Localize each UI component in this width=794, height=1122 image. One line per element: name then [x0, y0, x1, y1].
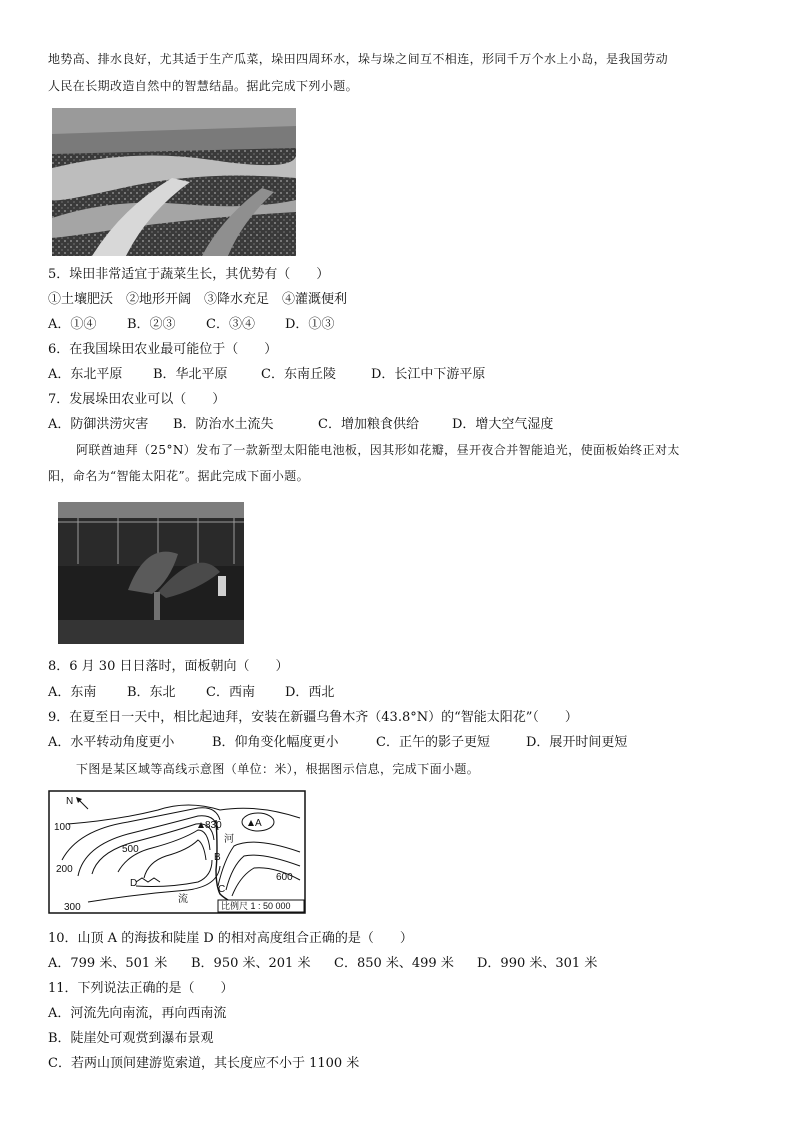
q7-stem: 7．发展垛田农业可以（ ）: [48, 392, 226, 407]
point-c-label: C: [218, 884, 226, 895]
contour-label-500: 500: [122, 844, 139, 855]
point-d-label: D: [130, 878, 138, 889]
point-b-label: B: [214, 852, 221, 863]
q10-option-b[interactable]: B．950 米、201 米: [191, 956, 311, 971]
q8-stem: 8．6 月 30 日日落时，面板朝向（ ）: [48, 659, 289, 674]
q7-option-c[interactable]: C．增加粮食供给: [318, 417, 419, 432]
smart-sunflower-photo: [58, 502, 244, 644]
q7-option-b[interactable]: B．防治水土流失: [173, 417, 274, 432]
river-label-he: 河: [224, 834, 234, 845]
q5-option-c[interactable]: C．③④: [206, 317, 255, 332]
q10-option-d[interactable]: D．990 米、301 米: [477, 956, 598, 971]
contour-label-200: 200: [56, 864, 73, 875]
q8-option-b[interactable]: B．东北: [127, 685, 176, 700]
q11-stem: 11．下列说法正确的是（ ）: [48, 981, 234, 996]
q10-option-a[interactable]: A．799 米、501 米: [48, 956, 168, 971]
passage3-line1: 下图是某区域等高线示意图（单位：米），根据图示信息，完成下面小题。: [76, 762, 480, 776]
river-label-liu: 流: [178, 894, 188, 905]
q8-option-d[interactable]: D．西北: [285, 685, 335, 700]
q7-option-d[interactable]: D．增大空气湿度: [452, 417, 554, 432]
q10-stem: 10．山顶 A 的海拔和陡崖 D 的相对高度组合正确的是（ ）: [48, 931, 413, 946]
peak-elevation-label: 830: [205, 820, 222, 831]
q9-option-d[interactable]: D．展开时间更短: [526, 735, 628, 750]
q9-options: [48, 734, 627, 752]
q6-stem: 6．在我国垛田农业最可能位于（ ）: [48, 342, 278, 357]
scale-label: 比例尺 1 : 50 000: [221, 901, 291, 911]
contour-label-100: 100: [54, 822, 71, 833]
q5-items: ①土壤肥沃 ②地形开阔 ③降水充足 ④灌溉便利: [48, 292, 348, 307]
q10-option-c[interactable]: C．850 米、499 米: [334, 956, 454, 971]
q5-options: [48, 316, 334, 334]
q9-option-b[interactable]: B．仰角变化幅度更小: [212, 735, 339, 750]
q5-option-b[interactable]: B．②③: [127, 317, 176, 332]
q11-option-b[interactable]: B．陡崖处可观赏到瀑布景观: [48, 1031, 214, 1046]
q11-option-c[interactable]: C．若两山顶间建游览索道，其长度应不小于 1100 米: [48, 1056, 360, 1071]
q8-option-a[interactable]: A．东南: [48, 685, 97, 700]
q6-option-c[interactable]: C．东南丘陵: [261, 367, 336, 382]
q8-options: [48, 684, 334, 702]
passage1-line1: 地势高、排水良好，尤其适于生产瓜菜，垛田四周环水，垛与垛之间互不相连，形同千万个水上小岛，是我国劳动: [48, 52, 669, 66]
passage2-line2: 阳，命名为“智能太阳花”。据此完成下面小题。: [48, 469, 310, 483]
q6-option-b[interactable]: B．华北平原: [153, 367, 228, 382]
q6-options: [48, 366, 485, 384]
q6-option-d[interactable]: D．长江中下游平原: [371, 367, 486, 382]
q10-options: [48, 955, 597, 973]
north-label: N: [66, 796, 74, 807]
point-a-label: A: [255, 818, 262, 829]
q7-option-a[interactable]: A．防御洪涝灾害: [48, 417, 149, 432]
q6-option-a[interactable]: A．东北平原: [48, 367, 123, 382]
contour-map: [48, 790, 306, 918]
q5-stem: 5．垛田非常适宜于蔬菜生长，其优势有（ ）: [48, 267, 330, 282]
contour-label-300: 300: [64, 902, 81, 913]
q11-option-a[interactable]: A．河流先向南流，再向西南流: [48, 1006, 227, 1021]
q8-option-c[interactable]: C．西南: [206, 685, 255, 700]
duotian-photo: [52, 108, 296, 256]
q9-stem: 9．在夏至日一天中，相比起迪拜，安装在新疆乌鲁木齐（43.8°N）的“智能太阳花”（ ）: [48, 710, 578, 725]
q9-option-c[interactable]: C．正午的影子更短: [376, 735, 490, 750]
passage2-line1: 阿联酋迪拜（25°N）发布了一款新型太阳能电池板，因其形如花瓣，昼开夜合并智能追光，使面板始终正对太: [76, 443, 680, 457]
contour-label-600: 600: [276, 872, 293, 883]
passage1-line2: 人民在长期改造自然中的智慧结晶。据此完成下列小题。: [48, 79, 359, 93]
q9-option-a[interactable]: A．水平转动角度更小: [48, 735, 175, 750]
q5-option-a[interactable]: A．①④: [48, 317, 97, 332]
q7-options: [48, 416, 553, 434]
q5-option-d[interactable]: D．①③: [285, 317, 335, 332]
